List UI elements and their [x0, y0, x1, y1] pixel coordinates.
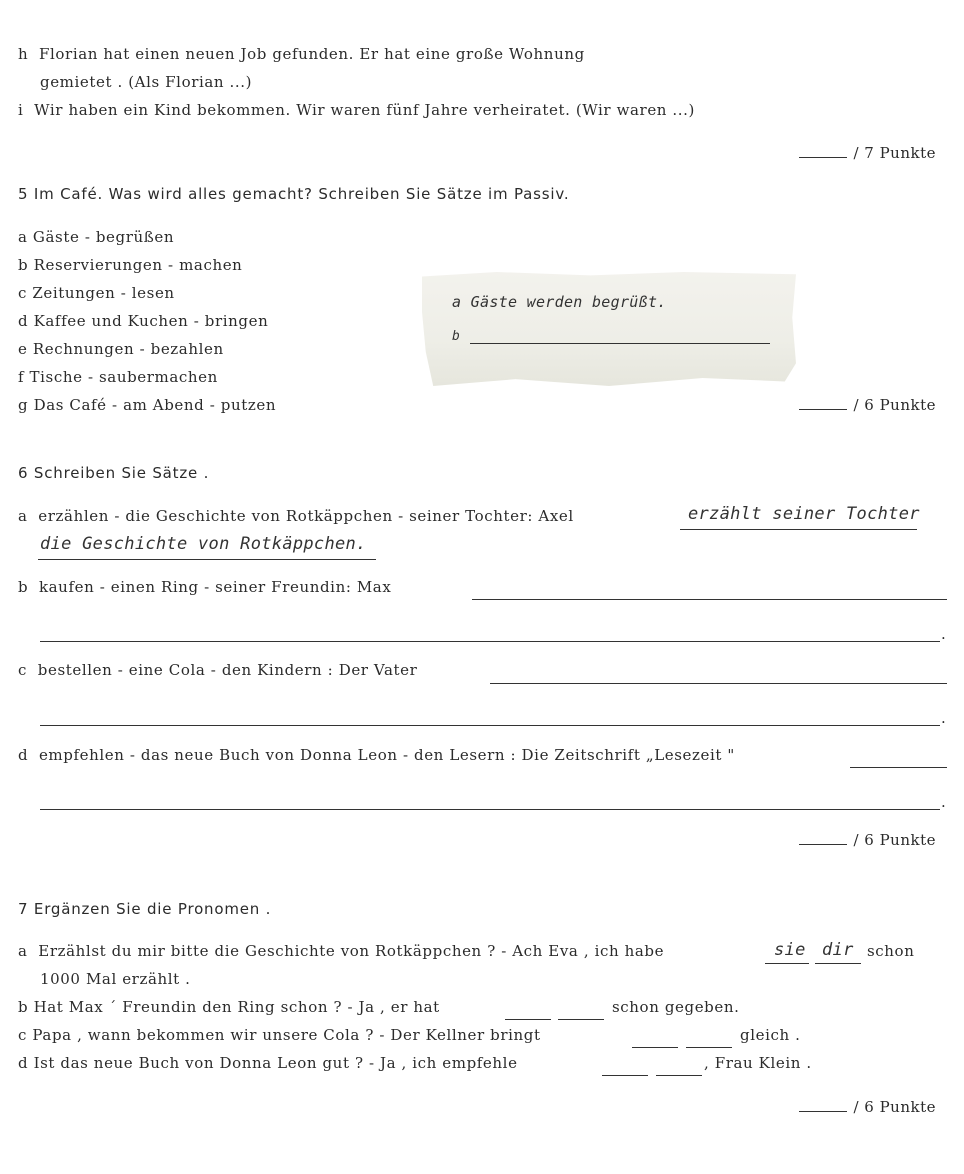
s6-period-c: .: [941, 709, 947, 727]
s6-item-b: b kaufen - einen Ring - seiner Freundin: Max: [18, 578, 392, 596]
s5-item-d: d Kaffee und Kuchen - bringen: [18, 312, 269, 330]
score-section-6: / 6 Punkte: [799, 830, 936, 849]
s6-line-a-1[interactable]: [680, 529, 917, 530]
section-7-title: 7 Ergänzen Sie die Pronomen .: [18, 900, 272, 918]
s6-item-a: a erzählen - die Geschichte von Rotkäppchen - seiner Tochter: Axel: [18, 507, 574, 525]
note-letter-b: b: [452, 329, 461, 344]
s6-line-c-2[interactable]: [40, 725, 940, 726]
s6-line-d-2[interactable]: [40, 809, 940, 810]
s7-after-a: schon: [867, 942, 915, 960]
s6-line-b-2[interactable]: [40, 641, 940, 642]
s7-blank-c-2[interactable]: [686, 1047, 732, 1048]
s7-blank-b-1[interactable]: [505, 1019, 551, 1020]
s6-answer-a-2: die Geschichte von Rotkäppchen.: [40, 534, 367, 554]
s7-blank-a-1[interactable]: [765, 963, 809, 964]
s7-blank-d-2[interactable]: [656, 1075, 702, 1076]
answer-note-paper: [422, 272, 796, 386]
score-section-7: / 6 Punkte: [799, 1097, 936, 1116]
item-h: h Florian hat einen neuen Job gefunden. Er hat eine große Wohnung: [18, 45, 585, 63]
s6-item-d: d empfehlen - das neue Buch von Donna Leon - den Lesern : Die Zeitschrift „Lesezeit ": [18, 746, 735, 764]
s6-period-d: .: [941, 793, 947, 811]
score-blank[interactable]: [799, 1097, 847, 1112]
note-answer-a: a Gäste werden begrüßt.: [452, 293, 667, 311]
s7-item-b: b Hat Max ´ Freundin den Ring schon ? - Ja , er hat: [18, 998, 440, 1016]
s6-answer-a-1: erzählt seiner Tochter: [688, 504, 920, 524]
s6-period-b: .: [941, 625, 947, 643]
score-blank[interactable]: [799, 830, 847, 845]
section-6-title: 6 Schreiben Sie Sätze .: [18, 464, 210, 482]
s6-line-c-1[interactable]: [490, 683, 947, 684]
s7-item-d: d Ist das neue Buch von Donna Leon gut ? - Ja , ich empfehle: [18, 1054, 518, 1072]
s7-item-a-continuation: 1000 Mal erzählt .: [40, 970, 191, 988]
s7-after-b: schon gegeben.: [612, 998, 740, 1016]
s7-blank-d-1[interactable]: [602, 1075, 648, 1076]
s5-item-b: b Reservierungen - machen: [18, 256, 243, 274]
score-blank[interactable]: [799, 143, 847, 158]
s7-blank-b-2[interactable]: [558, 1019, 604, 1020]
s5-item-c: c Zeitungen - lesen: [18, 284, 175, 302]
item-h-continuation: gemietet . (Als Florian ...): [40, 73, 253, 91]
score-prev: / 7 Punkte: [799, 143, 936, 162]
item-i: i Wir haben ein Kind bekommen. Wir waren fünf Jahre verheiratet. (Wir waren ...): [18, 101, 695, 119]
s6-line-b-1[interactable]: [472, 599, 947, 600]
s7-fill-a-2: dir: [822, 940, 854, 960]
s7-item-c: c Papa , wann bekommen wir unsere Cola ? - Der Kellner bringt: [18, 1026, 541, 1044]
s7-fill-a-1: sie: [774, 940, 806, 960]
section-5-title: 5 Im Café. Was wird alles gemacht? Schreiben Sie Sätze im Passiv.: [18, 185, 570, 203]
s5-item-g: g Das Café - am Abend - putzen: [18, 396, 277, 414]
s6-item-c: c bestellen - eine Cola - den Kindern : Der Vater: [18, 661, 418, 679]
s5-item-e: e Rechnungen - bezahlen: [18, 340, 224, 358]
s7-blank-a-2[interactable]: [815, 963, 861, 964]
score-section-5: / 6 Punkte: [799, 395, 936, 414]
s5-item-a: a Gäste - begrüßen: [18, 228, 175, 246]
score-blank[interactable]: [799, 395, 847, 410]
s7-item-a: a Erzählst du mir bitte die Geschichte von Rotkäppchen ? - Ach Eva , ich habe: [18, 942, 665, 960]
note-answer-b-line[interactable]: [470, 343, 770, 344]
s7-after-d: , Frau Klein .: [704, 1054, 812, 1072]
s6-line-d-1[interactable]: [850, 767, 947, 768]
s5-item-f: f Tische - saubermachen: [18, 368, 218, 386]
s7-blank-c-1[interactable]: [632, 1047, 678, 1048]
s6-line-a-2[interactable]: [38, 559, 376, 560]
s7-after-c: gleich .: [740, 1026, 801, 1044]
